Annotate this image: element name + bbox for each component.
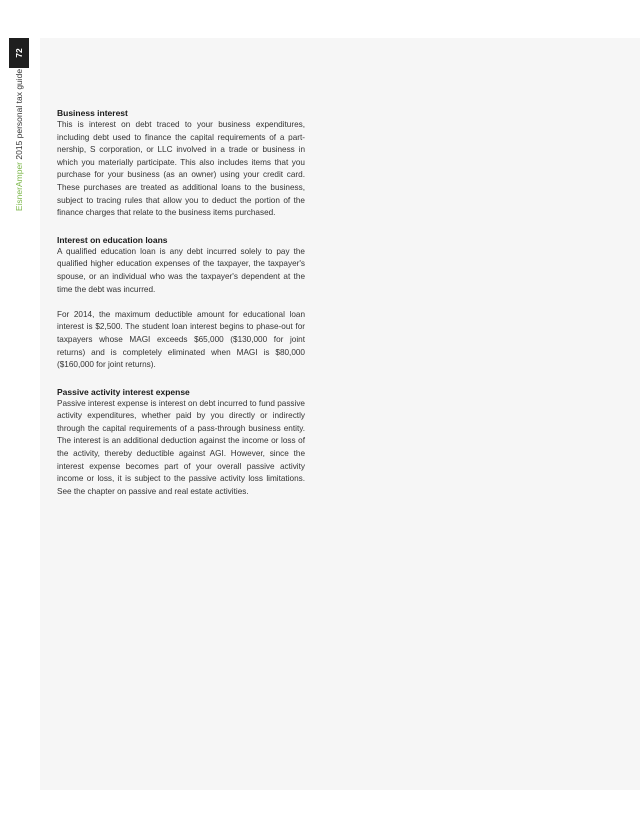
section-heading: Interest on education loans — [57, 234, 168, 245]
section-passive-activity — [57, 386, 305, 499]
main-content — [57, 107, 305, 512]
section-business-interest — [57, 107, 305, 220]
section-heading: Passive activity interest expense — [57, 386, 190, 397]
page-number-tab — [9, 38, 29, 68]
body-paragraph: This is interest on debt traced to your business expenditures, including debt used to finance the capital requirements of a part-nership, S corporation, or LLC involved in a trade or business in which you materially participate. This also includes items that you purchase for your business (as an owner) using your credit card. These purchases are treated as additional loans to the business, subject to tracing rules that allow you to deduct the portion of the finance charges that relate to the business items purchased. — [57, 120, 305, 218]
body-paragraph: Passive interest expense is interest on debt incurred to fund passive activity expenditures, whether paid by you directly or indirectly through the capital requirements of a pass-through business entity. The interest is an additional deduction against the income or loss of the activity, thereby deductible against AGI. However, since the interest expense becomes part of your overall passive activity income or loss, it is subject to the passive activity loss limitations. See the chapter on passive and real estate activities. — [57, 398, 305, 496]
page-number: 72 — [14, 48, 24, 58]
guide-title: 2015 personal tax guide — [14, 68, 24, 162]
brand-name: EisnerAmper — [14, 161, 24, 212]
running-header — [14, 69, 24, 211]
section-education-loans — [57, 234, 305, 372]
body-paragraph: A qualified education loan is any debt incurred solely to pay the qualified higher education expenses of the taxpayer, the taxpayer's spouse, or an individual who was the taxpayer's dependent at the time the debt was incurred. — [57, 246, 305, 294]
section-heading: Business interest — [57, 108, 128, 118]
body-paragraph: For 2014, the maximum deductible amount for educational loan interest is $2,500. The student loan interest begins to phase-out for taxpayers whose MAGI exceeds $65,000 ($130,000 for joint returns) and is completely eliminated when MAGI is $80,000 ($160,000 for joint returns). — [57, 309, 305, 370]
